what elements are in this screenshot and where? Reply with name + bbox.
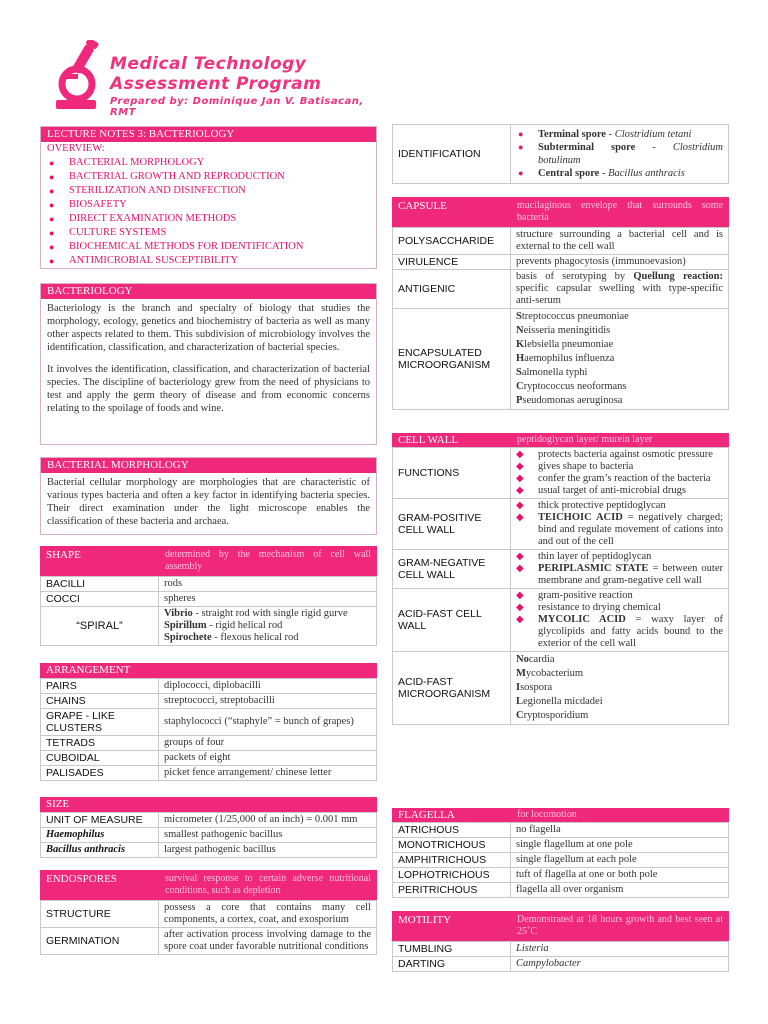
arrangement-table xyxy=(40,678,377,781)
document-title-line2: Assessment Program xyxy=(110,74,322,94)
initial-letter: M xyxy=(516,668,526,679)
spirochete-label: Spirochete xyxy=(164,632,212,643)
row-value: staphylococci (“staphyle” = bunch of grapes) xyxy=(159,709,377,736)
list-item xyxy=(516,380,723,394)
table-row xyxy=(393,228,729,255)
table-row xyxy=(393,853,729,868)
cell-wall-value xyxy=(511,499,729,550)
capsule-value: structure surrounding a bacterial cell and is external to the cell wall xyxy=(511,228,729,255)
row-value: single flagellum at each pole xyxy=(511,853,729,868)
spore-separator: - xyxy=(599,168,609,179)
shape-table xyxy=(40,576,377,646)
spirochete-text: - flexous helical rod xyxy=(211,632,299,643)
cell-wall-key: GRAM-NEGATIVE CELL WALL xyxy=(393,550,511,589)
overview-header: LECTURE NOTES 3: BACTERIOLOGY xyxy=(41,127,376,142)
initial-letter: C xyxy=(516,381,524,392)
endospores-header xyxy=(40,870,377,900)
cell-wall-key: ACID-FAST CELL WALL xyxy=(393,589,511,652)
gram-negative-list xyxy=(516,551,723,587)
list-item xyxy=(516,352,723,366)
organism-rest: treptococcus pneumoniae xyxy=(521,311,629,322)
cell-wall-header xyxy=(392,433,729,447)
periplasmic-text: = between outer membrane and gram-negative cell wall xyxy=(538,563,723,586)
row-key: LOPHOTRICHOUS xyxy=(393,868,511,883)
capsule-description: mucilaginous envelope that surrounds some bacteria xyxy=(517,200,723,223)
list-item xyxy=(516,338,723,352)
bacteriology-paragraph-2: It involves the identification, classification, and characterization of bacterial species. The discipline of bacteriology grew from the need of physicians to test and apply the germ theory of disease and from economic concerns relating to the spoilage of foods and wine. xyxy=(47,364,370,414)
endospores-key: STRUCTURE xyxy=(41,901,159,928)
list-item xyxy=(516,614,723,650)
cell-wall-key: ACID-FAST MICROORGANISM xyxy=(393,652,511,725)
cell-wall-value xyxy=(511,448,729,499)
organism-rest: aemophilus influenza xyxy=(524,353,615,364)
bacteriology-section xyxy=(40,283,377,445)
capsule-key: POLYSACCHARIDE xyxy=(393,228,511,255)
flagella-table xyxy=(392,822,729,898)
row-key: GRAPE - LIKE CLUSTERS xyxy=(41,709,159,736)
row-key: CUBOIDAL xyxy=(41,751,159,766)
organism-rest: cardia xyxy=(528,654,555,665)
table-row xyxy=(41,901,377,928)
capsule-key: ENCAPSULATED MICROORGANISM xyxy=(393,309,511,410)
flagella-title: FLAGELLA xyxy=(398,809,455,821)
list-item: ◆ protects bacteria against osmotic pressure xyxy=(516,449,723,461)
organism-rest: sospora xyxy=(520,682,553,693)
flagella-description: for locomotion xyxy=(517,809,577,820)
table-row xyxy=(393,957,729,972)
row-value: single flagellum at one pole xyxy=(511,838,729,853)
table-row xyxy=(393,309,729,410)
size-header: SIZE xyxy=(40,797,377,812)
table-row xyxy=(393,499,729,550)
vibrio-label: Vibrio xyxy=(164,608,193,619)
organism-rest: ryptococcus neoformans xyxy=(523,381,627,392)
shape-key: “SPIRAL” xyxy=(41,607,159,646)
list-item xyxy=(516,394,723,408)
list-item: ● BACTERIAL GROWTH AND REPRODUCTION xyxy=(49,170,376,184)
cell-wall-description: peptidoglycan layer/ murein layer xyxy=(517,434,653,445)
endospores-section xyxy=(40,870,377,955)
spore-organism: Bacillus anthracis xyxy=(608,168,685,179)
spore-organism: Clostridium tetani xyxy=(614,129,692,140)
row-value: diplococci, diplobacilli xyxy=(159,679,377,694)
bacterial-morphology-section xyxy=(40,457,377,535)
vibrio-text: - straight rod with single rigid gurve xyxy=(192,608,348,619)
motility-table xyxy=(392,941,729,972)
acid-fast-list xyxy=(516,590,723,650)
row-key: UNIT OF MEASURE xyxy=(41,813,159,828)
list-item xyxy=(516,695,723,709)
table-row xyxy=(393,270,729,309)
motility-section xyxy=(392,911,729,972)
list-item: ◆ gives shape to bacteria xyxy=(516,461,723,473)
endospores-key: GERMINATION xyxy=(41,928,159,955)
organism-rest: seudomonas aeruginosa xyxy=(522,395,623,406)
organism-rest: ryptosporidium xyxy=(523,710,589,721)
table-row xyxy=(393,868,729,883)
shape-value: rods xyxy=(159,577,377,592)
row-key: TETRADS xyxy=(41,736,159,751)
initial-letter: K xyxy=(516,339,525,350)
table-row xyxy=(393,942,729,957)
spore-type-label: Subterminal spore xyxy=(538,142,636,153)
arrangement-section xyxy=(40,663,377,781)
row-value: tuft of flagella at one or both pole xyxy=(511,868,729,883)
list-item: ● DIRECT EXAMINATION METHODS xyxy=(49,212,376,226)
table-row xyxy=(393,838,729,853)
list-item: ◆ confer the gram’s reaction of the bacteria xyxy=(516,473,723,485)
acid-fast-microorganism-list xyxy=(511,652,729,725)
antigenic-text-1: basis of serotyping by xyxy=(516,271,634,282)
organism-rest: almonella typhi xyxy=(521,367,588,378)
initial-letter: N xyxy=(516,325,524,336)
table-row xyxy=(393,448,729,499)
identification-list xyxy=(516,128,723,180)
shape-title: SHAPE xyxy=(46,549,81,561)
encapsulated-list xyxy=(511,309,729,410)
identification-key: IDENTIFICATION xyxy=(393,125,511,184)
table-row xyxy=(41,766,377,781)
row-value: no flagella xyxy=(511,823,729,838)
row-key: MONOTRICHOUS xyxy=(393,838,511,853)
spore-separator: - xyxy=(605,129,615,140)
table-row xyxy=(41,694,377,709)
initial-letter: I xyxy=(516,682,521,693)
spore-type-label: Terminal spore xyxy=(538,129,606,140)
initial-letter: L xyxy=(516,696,524,707)
functions-list xyxy=(516,449,723,497)
identification-section xyxy=(392,124,729,184)
list-item xyxy=(516,141,723,167)
row-value: streptococci, streptobacilli xyxy=(159,694,377,709)
shape-key: BACILLI xyxy=(41,577,159,592)
spirillum-text: - rigid helical rod xyxy=(206,620,283,631)
endospores-title: ENDOSPORES xyxy=(46,873,117,885)
overview-list xyxy=(41,156,376,268)
quellung-label: Quellung reaction: xyxy=(633,271,723,282)
list-item: ◆ gram-positive reaction xyxy=(516,590,723,602)
row-key: PAIRS xyxy=(41,679,159,694)
endospores-description: survival response to certain adverse nutritional conditions, such as depletion xyxy=(165,873,371,896)
table-row xyxy=(393,589,729,652)
row-value: Listeria xyxy=(511,942,729,957)
size-table xyxy=(40,812,377,858)
list-item: ◆ thin layer of peptidoglycan xyxy=(516,551,723,563)
initial-letter: P xyxy=(516,395,523,406)
motility-header xyxy=(392,911,729,941)
initial-letter: H xyxy=(516,353,525,364)
antigenic-text-2: specific capsular swelling with type-specific anti-serum xyxy=(516,283,723,306)
flagella-section xyxy=(392,808,729,898)
bacterial-morphology-paragraph: Bacterial cellular morphology are morphologies that are characteristic of various types bacteria and often a key factor in identifying bacteria species. Their direct examination under the light microscope enables the classification of these bacteria and archaea. xyxy=(47,477,370,527)
table-row xyxy=(393,125,729,184)
row-value: groups of four xyxy=(159,736,377,751)
arrangement-header: ARRANGEMENT xyxy=(40,663,377,678)
table-row xyxy=(393,550,729,589)
cell-wall-value xyxy=(511,550,729,589)
table-row xyxy=(41,751,377,766)
endospores-value: after activation process involving damage to the spore coat under favorable nutritional conditions xyxy=(159,928,377,955)
row-key: Bacillus anthracis xyxy=(41,843,159,858)
organism-rest: lebsiella pneumoniae xyxy=(524,339,614,350)
bacterial-morphology-header: BACTERIAL MORPHOLOGY xyxy=(41,458,376,473)
capsule-value xyxy=(511,270,729,309)
organism-rest: ycobacterium xyxy=(525,668,584,679)
organism-rest: egionella micdadei xyxy=(523,696,603,707)
list-item xyxy=(516,512,723,548)
row-key: Haemophilus xyxy=(41,828,159,843)
overview-box xyxy=(40,126,377,269)
list-item xyxy=(516,709,723,723)
document-header xyxy=(48,40,378,116)
flagella-header xyxy=(392,808,729,822)
capsule-header xyxy=(392,197,729,227)
cell-wall-section xyxy=(392,433,729,725)
teichoic-acid-label: TEICHOIC ACID xyxy=(538,512,623,523)
shape-key: COCCI xyxy=(41,592,159,607)
shape-value xyxy=(159,607,377,646)
periplasmic-label: PERIPLASMIC STATE xyxy=(538,563,649,574)
bacteriology-paragraph-1: Bacteriology is the branch and specialty of biology that studies the morphology, ecology, genetics and biochemistry of bacteria as well as many other aspects related to them. This subdivision of microbiology involves the identification, classification, and characterization of bacterial species. xyxy=(47,303,370,353)
cell-wall-key: FUNCTIONS xyxy=(393,448,511,499)
cell-wall-table xyxy=(392,447,729,725)
list-item xyxy=(516,681,723,695)
teichoic-acid-text: = negatively charged; bind and regulate movement of cations into and out of the cell xyxy=(538,512,723,547)
size-section xyxy=(40,797,377,858)
capsule-title: CAPSULE xyxy=(398,200,447,212)
motility-description: Demonstrated at 18 hours growth and best seen at 25˚C xyxy=(517,914,723,937)
mycolic-acid-text: = waxy layer of glycolipids and fatty acids bound to the exterior of the cell wall xyxy=(538,614,723,649)
row-key: PALISADES xyxy=(41,766,159,781)
list-item xyxy=(516,667,723,681)
row-value: micrometer (1/25,000 of an inch) = 0.001 mm xyxy=(159,813,377,828)
table-row xyxy=(393,255,729,270)
row-key: PERITRICHOUS xyxy=(393,883,511,898)
list-item xyxy=(516,324,723,338)
list-item: ● ANTIMICROBIAL SUSCEPTIBILITY xyxy=(49,254,376,268)
list-item: ● BIOCHEMICAL METHODS FOR IDENTIFICATION xyxy=(49,240,376,254)
row-value: picket fence arrangement/ chinese letter xyxy=(159,766,377,781)
cell-wall-title: CELL WALL xyxy=(398,434,459,446)
spore-separator: - xyxy=(635,142,673,153)
list-item: ● BIOSAFETY xyxy=(49,198,376,212)
capsule-table xyxy=(392,227,729,410)
table-row xyxy=(41,592,377,607)
bacteriology-header: BACTERIOLOGY xyxy=(41,284,376,299)
table-row xyxy=(41,709,377,736)
list-item: ● CULTURE SYSTEMS xyxy=(49,226,376,240)
list-item: ◆ thick protective peptidoglycan xyxy=(516,500,723,512)
capsule-value: prevents phagocytosis (immunoevasion) xyxy=(511,255,729,270)
list-item: ◆ resistance to drying chemical xyxy=(516,602,723,614)
mycolic-acid-label: MYCOLIC ACID xyxy=(538,614,626,625)
endospores-value: possess a core that contains many cell components, a cortex, coat, and exosporium xyxy=(159,901,377,928)
row-key: ATRICHOUS xyxy=(393,823,511,838)
table-row xyxy=(393,823,729,838)
capsule-key: ANTIGENIC xyxy=(393,270,511,309)
list-item xyxy=(516,310,723,324)
row-value: smallest pathogenic bacillus xyxy=(159,828,377,843)
table-row xyxy=(41,813,377,828)
row-key: DARTING xyxy=(393,957,511,972)
spore-type-label: Central spore xyxy=(538,168,600,179)
table-row xyxy=(41,928,377,955)
capsule-key: VIRULENCE xyxy=(393,255,511,270)
identification-table xyxy=(392,124,729,184)
shape-header xyxy=(40,546,377,576)
list-item xyxy=(516,128,723,141)
list-item xyxy=(516,167,723,180)
table-row xyxy=(393,652,729,725)
shape-value: spheres xyxy=(159,592,377,607)
initial-letter: S xyxy=(516,311,522,322)
endospores-table xyxy=(40,900,377,955)
list-item xyxy=(516,366,723,380)
initial-letter: S xyxy=(516,367,522,378)
list-item xyxy=(516,563,723,587)
motility-title: MOTILITY xyxy=(398,914,452,926)
table-row xyxy=(41,843,377,858)
table-row xyxy=(41,736,377,751)
table-row xyxy=(393,883,729,898)
organism-rest: eisseria meningitidis xyxy=(523,325,611,336)
cell-wall-key: GRAM-POSITIVE CELL WALL xyxy=(393,499,511,550)
shape-description: determined by the mechanism of cell wall assembly xyxy=(165,549,371,572)
gram-positive-list xyxy=(516,500,723,548)
capsule-section xyxy=(392,197,729,410)
table-row xyxy=(41,679,377,694)
row-key: AMPHITRICHOUS xyxy=(393,853,511,868)
row-key: TUMBLING xyxy=(393,942,511,957)
row-value: Campylobacter xyxy=(511,957,729,972)
prepared-by: Prepared by: Dominique Jan V. Batisacan, RMT xyxy=(110,96,364,118)
document-title-line1: Medical Technology xyxy=(110,54,307,74)
row-value: flagella all over organism xyxy=(511,883,729,898)
initial-letter: C xyxy=(516,710,524,721)
identification-value xyxy=(511,125,729,184)
spirillum-label: Spirillum xyxy=(164,620,207,631)
list-item xyxy=(516,653,723,667)
row-value: largest pathogenic bacillus xyxy=(159,843,377,858)
table-row xyxy=(41,577,377,592)
overview-label: OVERVIEW: xyxy=(47,143,105,154)
table-row xyxy=(41,607,377,646)
list-item: ● STERILIZATION AND DISINFECTION xyxy=(49,184,376,198)
shape-section xyxy=(40,546,377,646)
initial-letter: No xyxy=(516,654,529,665)
cell-wall-value xyxy=(511,589,729,652)
table-row xyxy=(41,828,377,843)
list-item: ◆ usual target of anti-microbial drugs xyxy=(516,485,723,497)
list-item: ● BACTERIAL MORPHOLOGY xyxy=(49,156,376,170)
spore-organism: Clostridium botulinum xyxy=(538,142,723,166)
row-value: packets of eight xyxy=(159,751,377,766)
microscope-icon xyxy=(48,40,112,116)
row-key: CHAINS xyxy=(41,694,159,709)
